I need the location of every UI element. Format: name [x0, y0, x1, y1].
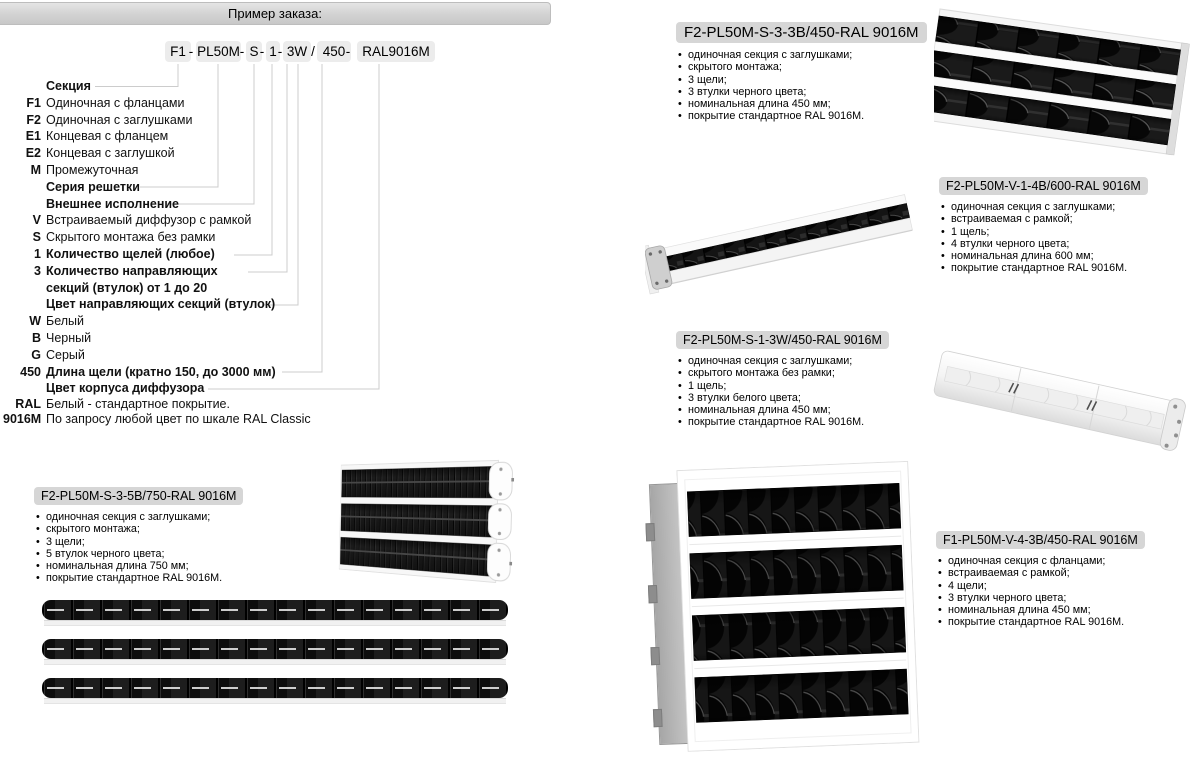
spec-bullet: • номинальная длина 450 мм;	[676, 98, 946, 110]
order-code-token: 1	[266, 41, 280, 62]
spec-bullet: • номинальная длина 450 мм;	[936, 604, 1186, 616]
product-code-badge: F2-PL50M-V-1-4B/600-RAL 9016M	[939, 177, 1148, 195]
legend-code	[3, 196, 41, 213]
product-code-badge: F2-PL50M-S-1-3W/450-RAL 9016M	[676, 331, 889, 349]
spec-bullet: • скрытого монтажа;	[676, 61, 946, 73]
legend-code: V	[32, 213, 41, 228]
order-code-separator: -	[188, 44, 194, 59]
spec-bullet: • одиночная секция с заглушками;	[34, 511, 294, 523]
legend-code	[3, 179, 41, 196]
legend-row	[3, 246, 423, 263]
legend-row	[3, 212, 423, 229]
legend-label: Одиночная с фланцами	[46, 95, 185, 110]
product-photo-1slot-white-angled	[933, 316, 1200, 474]
legend-label: Длина щели (кратно 150, до 3000 мм)	[46, 364, 276, 379]
spec-bullet: • номинальная длина 450 мм;	[676, 404, 936, 416]
spec-bullet: • скрытого монтажа;	[34, 523, 294, 535]
order-code-token: 3W	[283, 41, 311, 62]
legend-code: 1	[34, 246, 41, 261]
example-order-title: Пример заказа:	[228, 6, 322, 21]
spec-bullet: • 1 щель;	[939, 226, 1189, 238]
order-code-separator: -	[239, 44, 245, 59]
legend-row	[3, 196, 423, 213]
spec-bullet: • скрытого монтажа без рамки;	[676, 367, 936, 379]
spec-list	[676, 355, 936, 429]
legend-code	[3, 78, 41, 95]
order-code-separator: -	[277, 44, 283, 59]
legend-code: RAL	[15, 397, 41, 412]
legend-row	[3, 347, 423, 364]
legend-row	[3, 330, 423, 347]
product-code-badge: F1-PL50M-V-4-3B/450-RAL 9016M	[936, 531, 1145, 549]
legend-row	[3, 78, 423, 95]
spec-bullet: • одиночная секция с заглушками;	[676, 355, 936, 367]
spec-bullet: • встраиваемая с рамкой;	[939, 213, 1189, 225]
legend-label: Количество щелей (любое)	[46, 246, 215, 261]
legend-code: B	[31, 330, 41, 345]
order-code-token: S	[246, 41, 262, 62]
product-spec-block	[676, 22, 946, 123]
legend-label: Цвет корпуса диффузора	[46, 381, 205, 396]
legend-code: F2	[26, 112, 41, 127]
product-spec-block	[939, 177, 1189, 275]
legend-code	[3, 380, 41, 397]
legend-label: Внешнее исполнение	[46, 196, 180, 211]
legend-row	[3, 296, 423, 313]
order-code-token: PL50M	[196, 41, 241, 62]
spec-bullet: • 5 втулок черного цвета;	[34, 548, 294, 560]
legend-row	[3, 162, 423, 179]
spec-bullet: • покрытие стандартное RAL 9016M.	[936, 616, 1186, 628]
product-photo-3slot-front-view	[42, 600, 508, 692]
product-spec-block	[936, 531, 1186, 629]
order-code-separator: -	[259, 44, 265, 59]
spec-bullet: • 4 щели;	[936, 580, 1186, 592]
spec-list	[34, 511, 294, 585]
spec-bullet: • одиночная секция с заглушками;	[939, 201, 1189, 213]
product-code-badge: F2-PL50M-S-3-5B/750-RAL 9016M	[34, 487, 243, 505]
order-code-token: F1	[165, 41, 191, 62]
legend-label: По запросу любой цвет по шкале RAL Classic	[46, 411, 311, 426]
legend-code: S	[32, 230, 41, 245]
rail-strip	[44, 698, 506, 704]
legend-code: G	[31, 347, 41, 362]
spec-list	[939, 201, 1189, 275]
spec-bullet: • номинальная длина 750 мм;	[34, 560, 294, 572]
legend-row	[3, 128, 423, 145]
product-photo-3slot-black-angled	[934, 4, 1198, 164]
legend-code: W	[29, 314, 41, 329]
order-code-token: RAL9016M	[357, 41, 435, 62]
legend-label: Одиночная с заглушками	[46, 112, 193, 127]
legend-row	[3, 145, 423, 162]
spec-bullet: • покрытие стандартное RAL 9016M.	[34, 572, 294, 584]
legend-row	[3, 380, 423, 397]
legend-row	[3, 112, 423, 129]
legend-code: F1	[26, 95, 41, 110]
spec-bullet: • номинальная длина 600 мм;	[939, 250, 1189, 262]
legend-row	[3, 397, 423, 412]
spec-bullet: • одиночная секция с заглушками;	[676, 49, 946, 61]
legend-row	[3, 263, 423, 297]
product-photo-1slot-black-angled	[645, 168, 925, 323]
legend-code: E1	[25, 129, 41, 144]
legend-label: Встраиваемый диффузор с рамкой	[46, 213, 252, 228]
slot-strip	[42, 600, 508, 620]
legend-label: Концевая с фланцем	[46, 129, 169, 144]
legend-label: Секция	[46, 79, 91, 93]
legend-label: Промежуточная	[46, 162, 139, 177]
legend-code: E2	[25, 146, 41, 161]
legend-label: Черный	[46, 330, 92, 345]
spec-bullet: • 3 щели;	[34, 536, 294, 548]
product-spec-block	[676, 331, 936, 429]
legend-label: Белый - стандартное покрытие.	[46, 397, 230, 412]
spec-bullet: • 3 щели;	[676, 74, 946, 86]
legend-label: Серый	[46, 347, 85, 362]
legend-row	[3, 229, 423, 246]
legend-code: 9016M	[3, 411, 42, 426]
legend-label: Скрытого монтажа без рамки	[46, 230, 216, 245]
spec-bullet: • 3 втулки черного цвета;	[936, 592, 1186, 604]
rail-strip	[44, 620, 506, 626]
legend-row	[3, 412, 423, 427]
order-code-separator: /	[311, 44, 315, 59]
legend-label: Серия решетки	[46, 179, 140, 194]
legend-row	[3, 179, 423, 196]
spec-bullet: • 3 втулки белого цвета;	[676, 392, 936, 404]
legend-code: 3	[34, 263, 41, 278]
product-code-badge: F2-PL50M-S-3-3B/450-RAL 9016M	[676, 22, 927, 43]
legend-code: 450	[20, 364, 41, 379]
product-photo-3slot-black-perspective	[265, 446, 523, 604]
spec-bullet: • 4 втулки черного цвета;	[939, 238, 1189, 250]
legend-row	[3, 95, 423, 112]
legend-code: M	[30, 162, 41, 177]
slot-strip	[42, 639, 508, 659]
order-code-separator: -	[345, 44, 351, 59]
slot-strip	[42, 678, 508, 698]
spec-bullet: • 1 щель;	[676, 380, 936, 392]
legend-label: Цвет направляющих секций (втулок)	[46, 297, 276, 312]
product-spec-block	[34, 487, 294, 585]
legend-label: Количество направляющих секций (втулок) от 1 до 20	[46, 263, 218, 295]
legend-code	[3, 296, 41, 313]
legend-label: Белый	[46, 314, 85, 329]
legend-row	[3, 313, 423, 330]
spec-bullet: • одиночная секция с фланцами;	[936, 555, 1186, 567]
spec-list	[676, 49, 946, 123]
spec-bullet: • покрытие стандартное RAL 9016M.	[939, 262, 1189, 274]
order-code-token: 450	[317, 41, 351, 62]
example-order-header	[0, 2, 551, 25]
legend-label: Концевая с заглушкой	[46, 146, 175, 161]
spec-bullet: • 3 втулки черного цвета;	[676, 86, 946, 98]
product-photo-4slot-framed-grille	[646, 466, 928, 757]
order-code-legend	[3, 78, 423, 426]
spec-bullet: • покрытие стандартное RAL 9016M.	[676, 110, 946, 122]
spec-list	[936, 555, 1186, 629]
rail-strip	[44, 659, 506, 665]
spec-bullet: • встраиваемая с рамкой;	[936, 567, 1186, 579]
legend-row	[3, 364, 423, 381]
spec-bullet: • покрытие стандартное RAL 9016M.	[676, 416, 936, 428]
